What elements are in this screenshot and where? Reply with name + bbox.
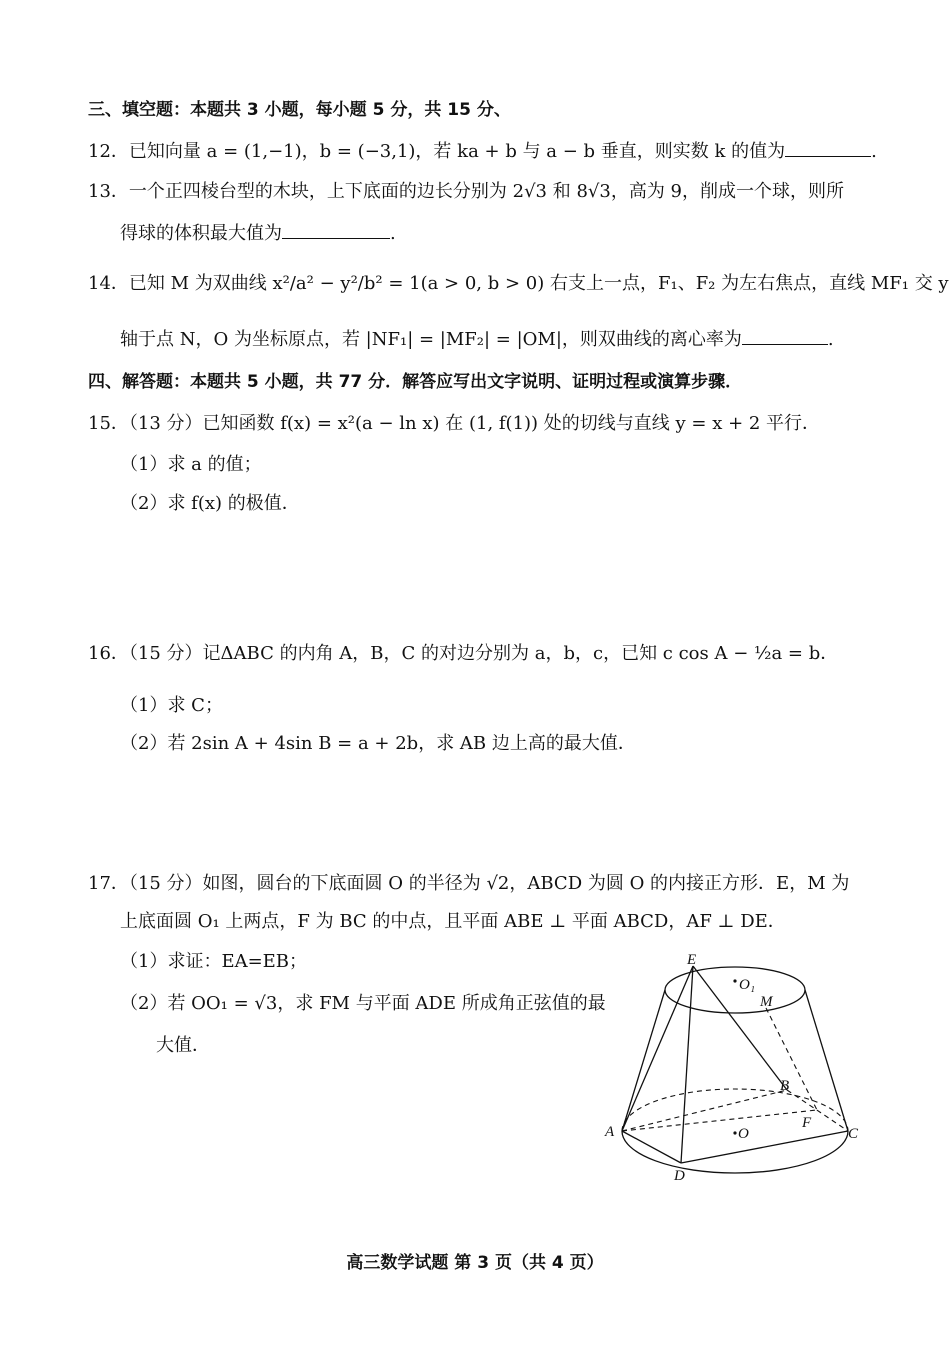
question-17-line-2: 上底面圆 O₁ 上两点，F 为 BC 的中点，且平面 ABE ⊥ 平面 ABCD，AF ⊥ DE．	[120, 911, 786, 932]
label-O: O	[738, 1126, 749, 1142]
frustum-figure	[598, 948, 868, 1188]
label-D: D	[674, 1168, 685, 1184]
q14-answer-blank	[742, 326, 828, 345]
question-13-line-1: 13．一个正四棱台型的木块，上下底面的边长分别为 2√3 和 8√3，高为 9，削成一个球，则所	[88, 181, 844, 202]
q13-end: .	[390, 223, 396, 244]
q14-end: .	[827, 329, 834, 350]
q14-line2-text: 轴于点 N，O 为坐标原点，若 |NF₁| = |MF₂| = |OM|，则双曲线的离心率为	[120, 329, 742, 350]
page-footer: 高三数学试题 第 3 页（共 4 页）	[346, 1253, 604, 1273]
q12-answer-blank	[785, 138, 871, 157]
question-16-part-1: （1）求 C；	[120, 695, 223, 716]
question-12	[88, 138, 877, 164]
label-O1: O₁	[739, 977, 756, 993]
question-17-part-2-line-2: 大值．	[156, 1035, 210, 1056]
question-13-line-2	[120, 220, 396, 246]
q12-end: .	[871, 141, 877, 162]
question-17-part-2-line-1: （2）若 OO₁ = √3，求 FM 与平面 ADE 所成角正弦值的最	[120, 993, 606, 1014]
segment-ED	[681, 966, 693, 1163]
question-14-line-2	[120, 326, 834, 352]
label-E: E	[687, 952, 697, 968]
left-generator	[622, 990, 665, 1131]
segment-EA	[622, 966, 693, 1131]
point-O	[733, 1131, 736, 1134]
label-F: F	[802, 1115, 812, 1131]
label-M: M	[760, 994, 773, 1010]
edge-BC	[787, 1090, 848, 1131]
q13-line2-text: 得球的体积最大值为	[120, 223, 282, 244]
question-15-stem: 15．（13 分）已知函数 f(x) = x²(a − ln x) 在 (1, f(1)) 处的切线与直线 y = x + 2 平行．	[88, 413, 821, 434]
q13-answer-blank	[282, 220, 390, 239]
label-A: A	[605, 1124, 615, 1140]
question-17-line-1: 17．（15 分）如图，圆台的下底面圆 O 的半径为 √2，ABCD 为圆 O 的内接正方形．E，M 为	[88, 873, 850, 894]
section-3-title: 三、填空题：本题共 3 小题，每小题 5 分，共 15 分、	[88, 100, 511, 120]
label-C: C	[848, 1126, 859, 1142]
segment-AF	[622, 1110, 817, 1131]
question-15-part-1: （1）求 a 的值；	[120, 454, 262, 475]
question-14-line-1: 14．已知 M 为双曲线 x²/a² − y²/b² = 1(a > 0, b > 0) 右支上一点，F₁、F₂ 为左右焦点，直线 MF₁ 交 y	[88, 273, 949, 294]
label-B: B	[780, 1078, 790, 1094]
edge-DC	[681, 1131, 848, 1163]
point-O1	[733, 979, 736, 982]
question-16-stem: 16．（15 分）记ΔABC 的内角 A，B，C 的对边分别为 a，b，c，已知 c cos A − ½a = b．	[88, 643, 839, 664]
right-generator	[805, 990, 848, 1131]
q12-text: 12．已知向量 a = (1,−1)，b = (−3,1)，若 ka + b 与 a − b 垂直，则实数 k 的值为	[88, 141, 786, 162]
question-16-part-2: （2）若 2sin A + 4sin B = a + 2b，求 AB 边上高的最大值．	[120, 733, 636, 754]
section-4-title: 四、解答题：本题共 5 小题，共 77 分．解答应写出文字说明、证明过程或演算步骤．	[88, 372, 743, 392]
top-ellipse	[665, 967, 805, 1013]
question-15-part-2: （2）求 f(x) 的极值．	[120, 493, 300, 514]
edge-AB	[622, 1090, 787, 1131]
question-17-part-1: （1）求证：EA=EB；	[120, 951, 308, 972]
